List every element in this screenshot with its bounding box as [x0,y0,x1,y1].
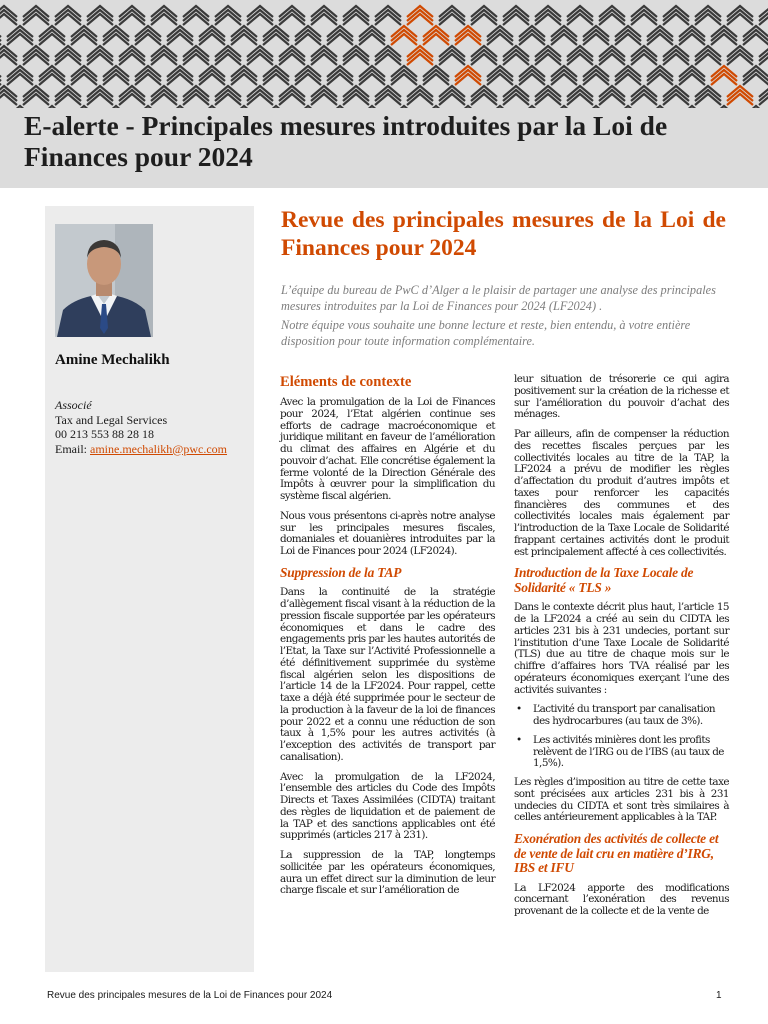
person-phone: 00 213 553 88 28 18 [55,427,154,441]
page-number: 1 [716,990,722,1001]
person-role: Associé [55,398,92,412]
body-paragraph: Dans le contexte décrit plus haut, l’article 15 de la LF2024 a créé au sein du CIDTA les articles 231 bis à 231 undecies, portant sur l’institution d’une Taxe Locale de Solidarité (TLS) due au titre de chaque mois sur le chiffre d’affaires hors TVA réalisé par les opérateurs économiques exerçant l’une des activités suivantes : [514,601,729,696]
email-label: Email: [55,441,90,456]
body-paragraph: Nous vous présentons ci-après notre analyse sur les principales mesures fiscales, domaniales et douanières introduites par la Loi de Finances pour 2024 (LF2024). [280,509,495,557]
body-paragraph: Dans la continuité de la stratégie d’allègement fiscal visant à la réduction de la pression fiscale supportée par les opérateurs économiques et dans le cadre des engagements pris par les hautes autorités de l’Etat, la Taxe sur l’Activité Professionnelle a été définitivement supprimée du système fiscal algérien selon les dispositions de l’article 14 de la LF2024. Pour rappel, cette taxe a déjà été supprimée pour le secteur de la production à la faveur de la loi de finances pour 2022 et a connu une réduction de son taux à 1,5% pour les autres activités (à l’exception des activités de transport par canalisation). [280,586,495,763]
section-heading-contexte: Eléments de contexte [280,374,412,390]
left-column [280,374,495,905]
portrait-photo [55,224,153,337]
section-heading-tls: Introduction de la Taxe Locale de Solidarité « TLS » [514,565,694,595]
chevron-pattern [0,0,768,108]
person-department: Tax and Legal Services [55,412,168,427]
body-paragraph: Par ailleurs, afin de compenser la réduction des recettes fiscales perçues par les collectivités locales au titre de la TAP, la LF2024 a prévu de modifier les règles d’affectation du produit d’autres impôts et taxes pour renforcer les capacités financières des communes et des collectivités locales mais également par l’introduction de la Taxe Locale de Solidarité frappant certaines activités dont le produit est principalement affecté à ces collectivités. [514,428,729,558]
intro-paragraph: L’équipe du bureau de PwC d’Alger a le plaisir de partager une analyse des principales mesures introduites par la Loi de Finances pour 2024 (LF2024) . [281,283,716,313]
header-band [0,0,768,188]
intro-paragraph: Notre équipe vous souhaite une bonne lecture et reste, bien entendu, à votre entière disposition pour toute information complémentaire. [281,318,691,348]
footer-title: Revue des principales mesures de la Loi de Finances pour 2024 [47,990,333,1001]
body-paragraph: La suppression de la TAP, longtemps sollicitée par les opérateurs économiques, aura un effet direct sur la diminution de leur charge fiscale et sur l’amélioration de [280,849,495,897]
list-item: • Les activités minières dont les profits relèvent de l’IRG ou de l’IBS (au taux de 1,5%). [514,735,729,770]
email-line [55,442,227,457]
activity-list [514,704,729,770]
body-paragraph: Avec la promulgation de la Loi de Finances pour 2024, l’Etat algérien continue ses efforts de cadrage macroéconomique et juridique militant en faveur de l’amélioration du climat des affaires en Algérie et du pouvoir d’achat. Elle concrétise également la ferme volonté de la Direction Générale des Impôts à œuvrer pour la simplification du système fiscal algérien. [280,396,495,502]
section-heading-exoneration: Exonération des activités de collecte et de vente de lait cru en matière d’IRG, IBS et IFU [514,831,719,875]
body-paragraph: Avec la promulgation de la LF2024, l’ensemble des articles du Code des Impôts Directs et Taxes Assimilées (CIDTA) traitant des règles de liquidation et de paiement de la TAP et des sanctions applicables ont été supprimés (articles 217 à 231). [280,770,495,842]
document-title: E-alerte - Principales mesures introduites par la Loi de Finances pour 2024 [24,110,668,172]
section-heading-tap: Suppression de la TAP [280,564,402,580]
contact-details [55,398,227,456]
article-title: Revue des principales mesures de la Loi de Finances pour 2024 [281,207,726,261]
body-paragraph: Les règles d’imposition au titre de cette taxe sont précisées aux articles 231 bis à 231 undecies du CIDTA et sont très similaires à celles antérieurement applicables à la TAP. [514,776,729,824]
body-paragraph: leur situation de trésorerie ce qui agira positivement sur la création de la richesse et sur l’amélioration du pouvoir d’achat des ménages. [514,373,729,421]
body-paragraph: La LF2024 apporte des modifications concernant l’exonération des revenus provenant de la collecte et de la vente de [514,881,729,917]
right-column [514,374,729,926]
email-link[interactable]: amine.mechalikh@pwc.com [90,441,228,456]
person-name: Amine Mechalikh [55,352,170,368]
list-item: • L’activité du transport par canalisation des hydrocarbures (au taux de 3%). [514,704,729,728]
contact-sidebar [45,206,254,972]
